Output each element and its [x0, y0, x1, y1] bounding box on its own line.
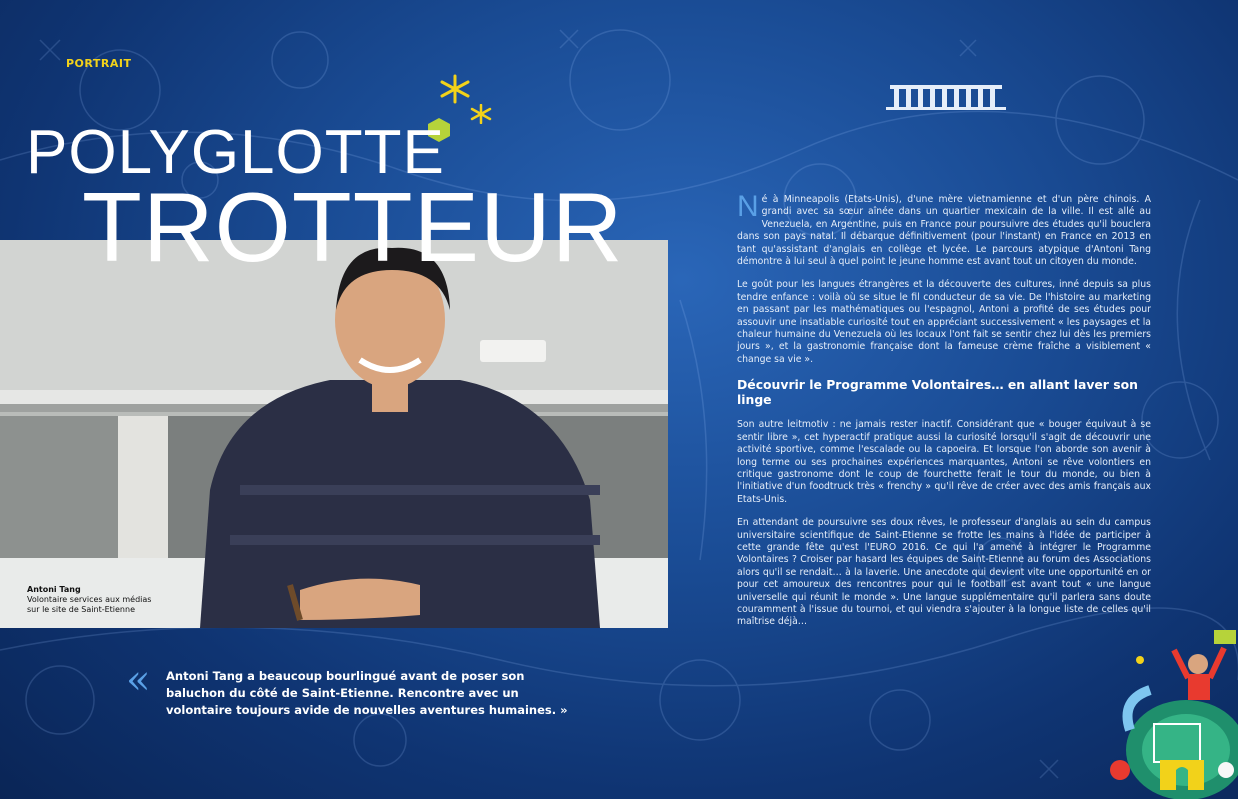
small-star-doodle-icon [470, 104, 492, 124]
stadium-logo [886, 83, 1006, 111]
article-paragraph-1 [737, 190, 1151, 268]
caption-line-2: sur le site de Saint-Etienne [27, 605, 135, 614]
paragraph-1-text: é à Minneapolis (Etats-Unis), d'une mère vietnamienne et d'un père chinois. A grandi avec sa sœur aînée dans un quartier mexicain de la ville. Il est allé au Venezuela, en Argentine, puis en France pour poursuivre des études qu'il bouclera dans son pays natal. Il débarque définitivement (pour l'instant) en France en 2013 en tant qu'assistant d'anglais en collège et lycée. Le parcours atypique d'Antoni Tang démontre à lui seul à quel point le jeune homme est avant tout un citoyen du monde. [737, 194, 1151, 268]
article-subheading: Découvrir le Programme Volontaires… en allant laver son linge [737, 377, 1138, 408]
portrait-photo-illustration [0, 240, 668, 628]
pull-quote: Antoni Tang a beaucoup bourlingué avant de poser son baluchon du côté de Saint-Etienne. Rencontre avec un volontaire toujours avide de nouvelles aventures humaines. » [166, 669, 568, 717]
euro-mascot-illustration [1090, 620, 1238, 799]
article-paragraph-2: Le goût pour les langues étrangères et la découverte des cultures, inné depuis sa plus tendre enfance : voilà où se situe le fil conducteur de sa vie. De l'histoire au marketing en passant par les mathématiques ou l'espagnol, Antoni a profité de ses études pour assouvir une insatiable curiosité tout en appréciant successivement « les paysages et la chaleur humaine du Venezuela où les locaux l'ont fait se sentir chez lui dès les premiers jours », et la gastronomie française dont la fameuse crème fraîche a visiblement « change sa vie ». [737, 279, 1151, 365]
star-doodle-icon [438, 74, 472, 104]
caption-name: Antoni Tang [27, 585, 81, 594]
article-paragraph-3: Son autre leitmotiv : ne jamais rester inactif. Considérant que « bouger équivaut à se sentir libre », cet hyperactif pratique aussi la curiosité lorsqu'il s'agit de découvrir une activité sportive, comme l'escalade ou la capoeira. Et lorsque l'on aborde son avenir à long terme ou ses prochaines expériences marquantes, Antoni se rêve volontiers en critique gastronome dont le coup de fourchette ferait le tour du monde, ou bien à l'initiative d'un foodtruck très « frenchy » qu'il rêve de créer avec des amis français aux Etats-Unis. [737, 419, 1151, 505]
dropcap: N [737, 190, 759, 223]
article-paragraph-4: En attendant de poursuivre ses doux rêves, le professeur d'anglais au sein du campus universitaire scientifique de Saint-Etienne se frotte les mains à l'idée de participer à cette grande fête qu'est l'EURO 2016. Ce qui l'a amené à intégrer le Programme Volontaires ? Croiser par hasard les équipes de Saint-Etienne au forum des Associations alors qu'il se rendait… à la laverie. Une anecdote qui devient vite une opportunité en or pour cet amoureux des rencontres pour qui le football est avant tout « une langue universelle qui réunit le monde ». Une langue supplémentaire qu'il parlera sans doute couramment à l'issue du tournoi, et qui viendra s'ajouter à la longue liste de celles qu'il maîtrise déjà… [737, 517, 1151, 628]
photo-caption [27, 585, 151, 615]
portrait-photo [0, 240, 668, 628]
caption-line-1: Volontaire services aux médias [27, 595, 152, 604]
quote-mark-icon: « [126, 657, 151, 703]
title-line-1: POLYGLOTTE [26, 118, 445, 187]
title-line-2: TROTTEUR [82, 172, 624, 282]
section-label: PORTRAIT [66, 57, 132, 70]
article-body [737, 190, 1151, 640]
